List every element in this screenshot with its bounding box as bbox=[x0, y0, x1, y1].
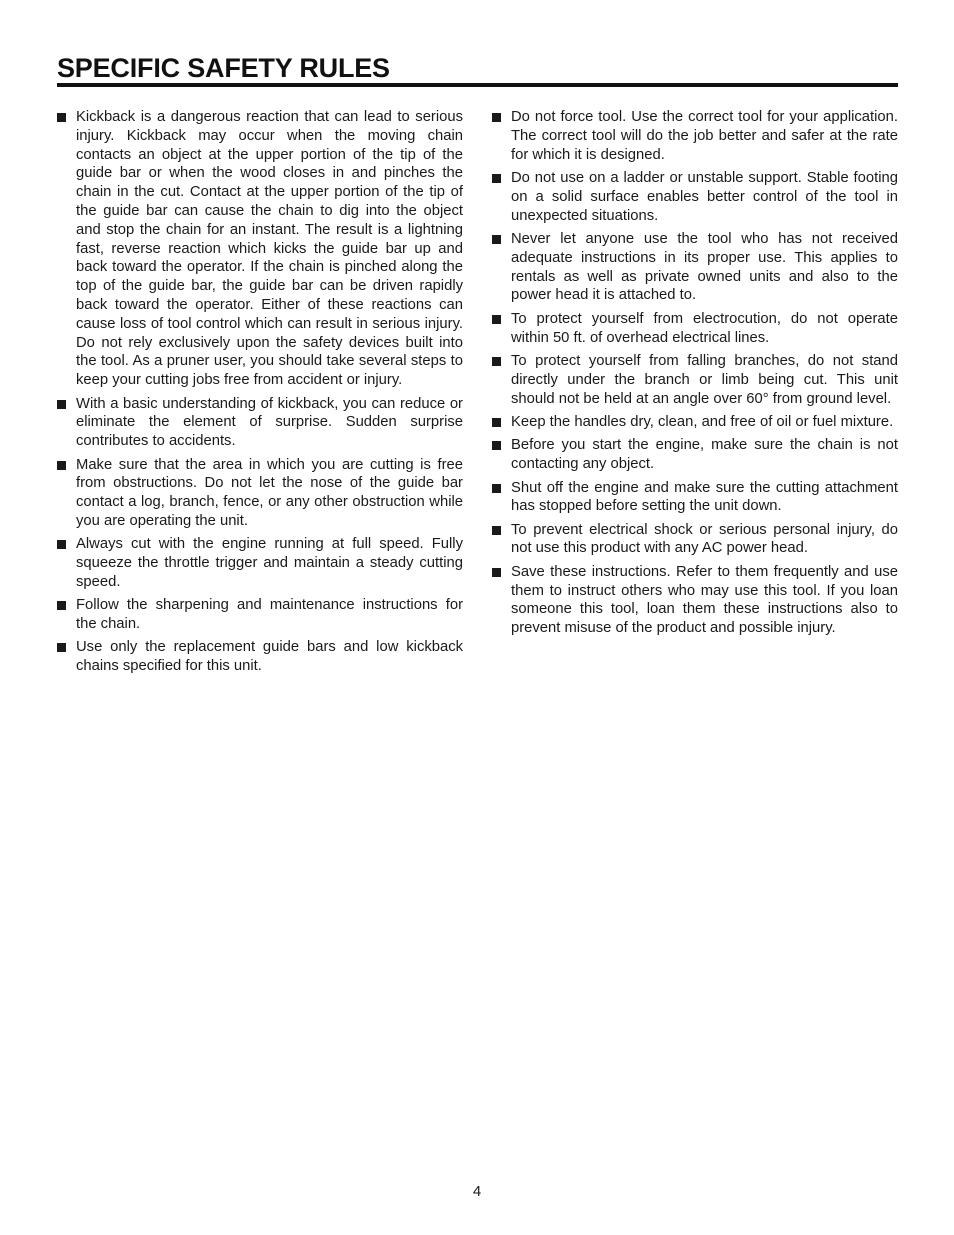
square-bullet-icon bbox=[57, 461, 66, 470]
list-item-text: Do not use on a ladder or unstable support. Stable footing on a solid surface enables better control of the tool in unexpected situations. bbox=[511, 169, 898, 224]
list-item-text: Shut off the engine and make sure the cutting attachment has stopped before setting the unit down. bbox=[511, 479, 898, 515]
square-bullet-icon bbox=[492, 357, 501, 366]
list-item bbox=[491, 479, 898, 517]
square-bullet-icon bbox=[57, 400, 66, 409]
list-item bbox=[56, 395, 463, 451]
title-rule bbox=[57, 83, 898, 87]
list-item bbox=[56, 535, 463, 591]
square-bullet-icon bbox=[57, 540, 66, 549]
list-item-text: To protect yourself from electrocution, do not operate within 50 ft. of overhead electrical lines. bbox=[511, 310, 898, 346]
list-item-text: Make sure that the area in which you are cutting is free from obstructions. Do not let the nose of the guide bar contact a log, branch, fence, or any other obstruction while you are operating the unit. bbox=[76, 456, 463, 529]
page-number: 4 bbox=[472, 1183, 482, 1200]
list-item-text: Keep the handles dry, clean, and free of oil or fuel mixture. bbox=[511, 413, 894, 430]
list-item bbox=[491, 436, 898, 474]
list-item bbox=[491, 413, 898, 432]
square-bullet-icon bbox=[492, 568, 501, 577]
list-item-text: To protect yourself from falling branches, do not stand directly under the branch or limb being cut. This unit should not be held at an angle over 60° from ground level. bbox=[511, 352, 898, 407]
list-item-text: Never let anyone use the tool who has not received adequate instructions in its proper use. This applies to rentals as well as private owned units and also to the power head it is attached to. bbox=[511, 230, 898, 304]
list-item-text: Follow the sharpening and maintenance instructions for the chain. bbox=[76, 597, 463, 633]
list-item bbox=[491, 108, 898, 164]
list-item-text: Always cut with the engine running at full speed. Fully squeeze the throttle trigger and maintain a steady cutting speed. bbox=[76, 536, 463, 590]
list-item bbox=[56, 108, 463, 390]
list-item bbox=[491, 352, 898, 408]
list-item-text: Do not force tool. Use the correct tool for your application. The correct tool will do the job better and safer at the rate for which it is designed. bbox=[511, 109, 898, 163]
list-item bbox=[491, 310, 898, 348]
right-column bbox=[491, 108, 898, 643]
page-title: SPECIFIC SAFETY RULES bbox=[57, 53, 390, 83]
list-item bbox=[56, 596, 463, 634]
list-item-text: With a basic understanding of kickback, you can reduce or eliminate the element of surprise. Sudden surprise contributes to accidents. bbox=[76, 395, 463, 450]
list-item bbox=[56, 456, 463, 531]
square-bullet-icon bbox=[57, 643, 66, 652]
list-item bbox=[56, 638, 463, 676]
square-bullet-icon bbox=[492, 315, 501, 324]
square-bullet-icon bbox=[57, 601, 66, 610]
square-bullet-icon bbox=[492, 418, 501, 427]
list-item-text: Save these instructions. Refer to them frequently and use them to instruct others who may use this tool. If you loan someone this tool, loan them these instructions also to prevent misuse of the product and possible injury. bbox=[511, 563, 898, 637]
list-item-text: To prevent electrical shock or serious personal injury, do not use this product with any AC power head. bbox=[511, 521, 898, 557]
list-item bbox=[491, 230, 898, 305]
square-bullet-icon bbox=[492, 174, 501, 183]
square-bullet-icon bbox=[492, 441, 501, 450]
list-item-text: Kickback is a dangerous reaction that can lead to serious injury. Kickback may occur when the moving chain contacts an object at the upper portion of the tip of the guide bar or when the wood closes in and pinches the chain in the cut. Contact at the upper portion of the tip of the guide bar can cause the chain to dig into the object and stop the chain for an instant. The result is a lightning fast, reverse reaction which kicks the guide bar up and back toward the operator. If the chain is pinched along the top of the guide bar, the guide bar can be driven rapidly back toward the operator. Either of these reactions can cause loss of tool control which can result in serious injury. Do not rely exclusively upon the safety devices built into the tool. As a pruner user, you should take several steps to keep your cutting jobs free from accident or injury. bbox=[76, 109, 463, 389]
square-bullet-icon bbox=[492, 113, 501, 122]
square-bullet-icon bbox=[492, 526, 501, 535]
list-item bbox=[491, 169, 898, 225]
square-bullet-icon bbox=[492, 484, 501, 493]
list-item bbox=[491, 563, 898, 638]
list-item-text: Before you start the engine, make sure the chain is not contacting any object. bbox=[511, 437, 898, 473]
list-item-text: Use only the replacement guide bars and low kickback chains specified for this unit. bbox=[76, 639, 463, 675]
left-column bbox=[56, 108, 463, 681]
square-bullet-icon bbox=[492, 235, 501, 244]
square-bullet-icon bbox=[57, 113, 66, 122]
list-item bbox=[491, 521, 898, 559]
